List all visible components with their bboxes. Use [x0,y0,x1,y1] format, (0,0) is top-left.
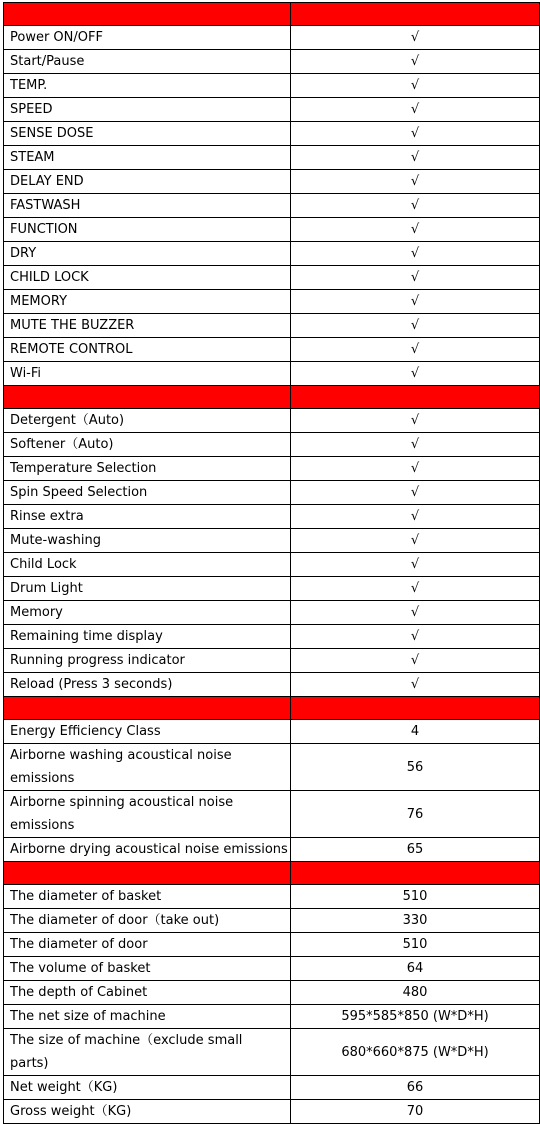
spec-label: TEMP. [4,74,291,98]
spec-row [4,933,540,957]
spec-value: √ [291,218,540,242]
spec-value: √ [291,266,540,290]
spec-label: DRY [4,242,291,266]
section-header-value-cell [291,386,540,409]
spec-row [4,791,540,838]
spec-label: SENSE DOSE [4,122,291,146]
spec-value: √ [291,577,540,601]
spec-label: Remaining time display [4,625,291,649]
section-header-row [4,3,540,26]
spec-label: MUTE THE BUZZER [4,314,291,338]
spec-row [4,266,540,290]
spec-value: √ [291,146,540,170]
spec-value: √ [291,170,540,194]
spec-value: 70 [291,1100,540,1124]
spec-row [4,74,540,98]
spec-value: 480 [291,981,540,1005]
spec-label: Gross weight（KG) [4,1100,291,1124]
spec-row [4,720,540,744]
spec-label: DELAY END [4,170,291,194]
section-header-value-cell [291,697,540,720]
spec-value: √ [291,553,540,577]
spec-label: Net weight（KG) [4,1076,291,1100]
spec-row [4,505,540,529]
spec-value: 680*660*875 (W*D*H) [291,1029,540,1076]
spec-row [4,409,540,433]
spec-row [4,981,540,1005]
spec-value: 64 [291,957,540,981]
spec-value: √ [291,26,540,50]
spec-label: The depth of Cabinet [4,981,291,1005]
spec-label: CHILD LOCK [4,266,291,290]
spec-value: √ [291,362,540,386]
spec-row [4,601,540,625]
spec-row [4,1076,540,1100]
spec-label: Reload (Press 3 seconds) [4,673,291,697]
spec-label: The net size of machine [4,1005,291,1029]
spec-label: Energy Efficiency Class [4,720,291,744]
section-header-label-cell [4,3,291,26]
spec-row [4,577,540,601]
spec-row [4,957,540,981]
spec-value: √ [291,50,540,74]
spec-label: Spin Speed Selection [4,481,291,505]
spec-label: Start/Pause [4,50,291,74]
spec-value: 65 [291,838,540,862]
spec-row [4,744,540,791]
spec-value: √ [291,314,540,338]
spec-table [3,2,540,1124]
spec-row [4,170,540,194]
spec-row [4,146,540,170]
spec-value: 4 [291,720,540,744]
spec-row [4,457,540,481]
spec-row [4,885,540,909]
spec-value: √ [291,625,540,649]
spec-row [4,673,540,697]
spec-label: Memory [4,601,291,625]
spec-label: STEAM [4,146,291,170]
spec-row [4,338,540,362]
spec-row [4,98,540,122]
spec-label: Airborne washing acoustical noise emissions [4,744,291,791]
spec-label: Power ON/OFF [4,26,291,50]
section-header-row [4,697,540,720]
spec-row [4,194,540,218]
spec-label: The diameter of basket [4,885,291,909]
spec-value: √ [291,481,540,505]
spec-label: Child Lock [4,553,291,577]
spec-value: 66 [291,1076,540,1100]
spec-label: The size of machine（exclude small parts) [4,1029,291,1076]
spec-row [4,1005,540,1029]
spec-label: REMOTE CONTROL [4,338,291,362]
spec-label: MEMORY [4,290,291,314]
spec-value: √ [291,529,540,553]
spec-row [4,1100,540,1124]
spec-value: 76 [291,791,540,838]
section-header-row [4,386,540,409]
spec-row [4,290,540,314]
spec-value: √ [291,74,540,98]
section-header-label-cell [4,697,291,720]
spec-row [4,1029,540,1076]
spec-value: √ [291,242,540,266]
spec-label: The diameter of door [4,933,291,957]
spec-value: 56 [291,744,540,791]
spec-value: √ [291,338,540,362]
spec-value: √ [291,649,540,673]
spec-label: The diameter of door（take out) [4,909,291,933]
spec-label: Wi-Fi [4,362,291,386]
spec-row [4,122,540,146]
spec-value: √ [291,673,540,697]
spec-value: √ [291,194,540,218]
spec-row [4,26,540,50]
spec-label: FASTWASH [4,194,291,218]
spec-row [4,218,540,242]
spec-value: √ [291,433,540,457]
spec-label: Temperature Selection [4,457,291,481]
spec-row [4,50,540,74]
spec-row [4,481,540,505]
spec-row [4,838,540,862]
spec-label: The volume of basket [4,957,291,981]
section-header-label-cell [4,862,291,885]
section-header-label-cell [4,386,291,409]
spec-value: 510 [291,933,540,957]
spec-label: Mute-washing [4,529,291,553]
spec-value: 595*585*850 (W*D*H) [291,1005,540,1029]
spec-label: Rinse extra [4,505,291,529]
spec-label: SPEED [4,98,291,122]
spec-label: Running progress indicator [4,649,291,673]
spec-value: √ [291,505,540,529]
spec-label: Detergent（Auto) [4,409,291,433]
spec-table-body [4,3,540,1124]
spec-value: √ [291,98,540,122]
section-header-value-cell [291,862,540,885]
spec-value: √ [291,290,540,314]
section-header-value-cell [291,3,540,26]
spec-row [4,433,540,457]
spec-value: √ [291,601,540,625]
spec-row [4,553,540,577]
spec-row [4,314,540,338]
spec-row [4,242,540,266]
spec-value: √ [291,409,540,433]
spec-value: √ [291,457,540,481]
spec-label: FUNCTION [4,218,291,242]
spec-row [4,529,540,553]
spec-label: Airborne drying acoustical noise emissions [4,838,291,862]
spec-value: 330 [291,909,540,933]
spec-row [4,362,540,386]
spec-row [4,649,540,673]
spec-value: √ [291,122,540,146]
spec-row [4,625,540,649]
spec-label: Airborne spinning acoustical noise emissions [4,791,291,838]
section-header-row [4,862,540,885]
spec-label: Softener（Auto) [4,433,291,457]
spec-label: Drum Light [4,577,291,601]
spec-row [4,909,540,933]
spec-value: 510 [291,885,540,909]
